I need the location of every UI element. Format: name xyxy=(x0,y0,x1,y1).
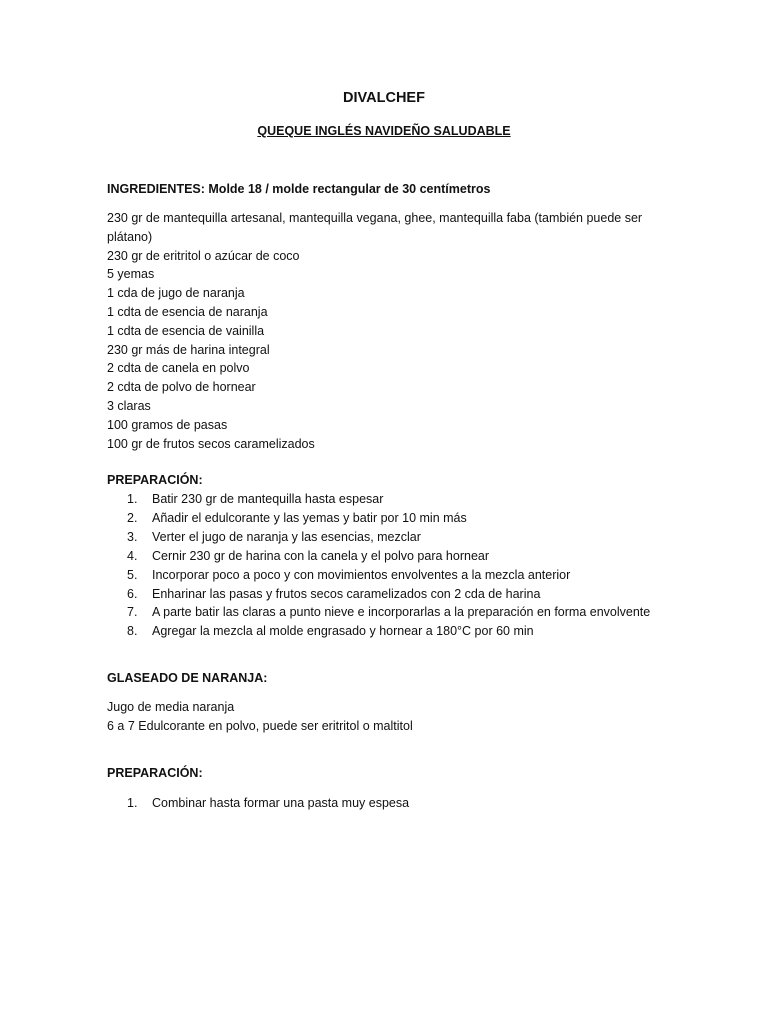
glaze-steps xyxy=(107,794,687,813)
glaze-ingredients xyxy=(107,698,667,736)
ingredient-line: 1 cdta de esencia de vainilla xyxy=(107,323,265,338)
list-item: 4. Cernir 230 gr de harina con la canela y el polvo para hornear xyxy=(127,548,490,563)
preparation-heading: PREPARACIÓN: xyxy=(107,473,203,487)
ingredient-line: 5 yemas xyxy=(107,267,155,282)
ingredient-line: 100 gr de frutos secos caramelizados xyxy=(107,436,315,451)
list-item: 1. Combinar hasta formar una pasta muy espesa xyxy=(127,796,410,810)
ingredient-line: 2 cdta de polvo de hornear xyxy=(107,380,256,395)
list-item: 3. Verter el jugo de naranja y las esencias, mezclar xyxy=(127,529,421,544)
glaze-heading: GLASEADO DE NARANJA: xyxy=(107,671,268,685)
glaze-ingredient-line: 6 a 7 Edulcorante en polvo, puede ser eritritol o maltitol xyxy=(107,718,413,733)
ingredient-line: 100 gramos de pasas xyxy=(107,417,228,432)
ingredient-line: 1 cda de jugo de naranja xyxy=(107,286,245,301)
ingredient-line: 230 gr de eritritol o azúcar de coco xyxy=(107,248,300,263)
ingredients-heading: INGREDIENTES: Molde 18 / molde rectangular de 30 centímetros xyxy=(107,182,491,196)
list-item: 5. Incorporar poco a poco y con movimientos envolventes a la mezcla anterior xyxy=(127,567,571,582)
list-item: 8. Agregar la mezcla al molde engrasado y hornear a 180°C por 60 min xyxy=(127,624,534,639)
list-item: 2. Añadir el edulcorante y las yemas y batir por 10 min más xyxy=(127,510,467,525)
preparation-steps xyxy=(107,490,687,641)
recipe-title: QUEQUE INGLÉS NAVIDEÑO SALUDABLE xyxy=(257,124,511,138)
list-item: 7. A parte batir las claras a punto nieve e incorporarlas a la preparación en forma envolvente xyxy=(127,605,651,620)
ingredient-line: 3 claras xyxy=(107,398,151,413)
ingredient-line: plátano) xyxy=(107,229,153,244)
ingredient-line: 230 gr más de harina integral xyxy=(107,342,270,357)
glaze-ingredient-line: Jugo de media naranja xyxy=(107,700,235,714)
glaze-preparation-heading: PREPARACIÓN: xyxy=(107,766,203,780)
ingredients-list xyxy=(107,209,667,453)
ingredient-line: 230 gr de mantequilla artesanal, mantequilla vegana, ghee, mantequilla faba (también puede ser xyxy=(107,211,643,225)
ingredient-line: 1 cdta de esencia de naranja xyxy=(107,304,268,319)
list-item: 6. Enharinar las pasas y frutos secos caramelizados con 2 cda de harina xyxy=(127,586,541,601)
ingredient-line: 2 cdta de canela en polvo xyxy=(107,361,250,376)
document-title: DIVALCHEF xyxy=(343,90,425,106)
list-item: 1. Batir 230 gr de mantequilla hasta espesar xyxy=(127,492,384,506)
